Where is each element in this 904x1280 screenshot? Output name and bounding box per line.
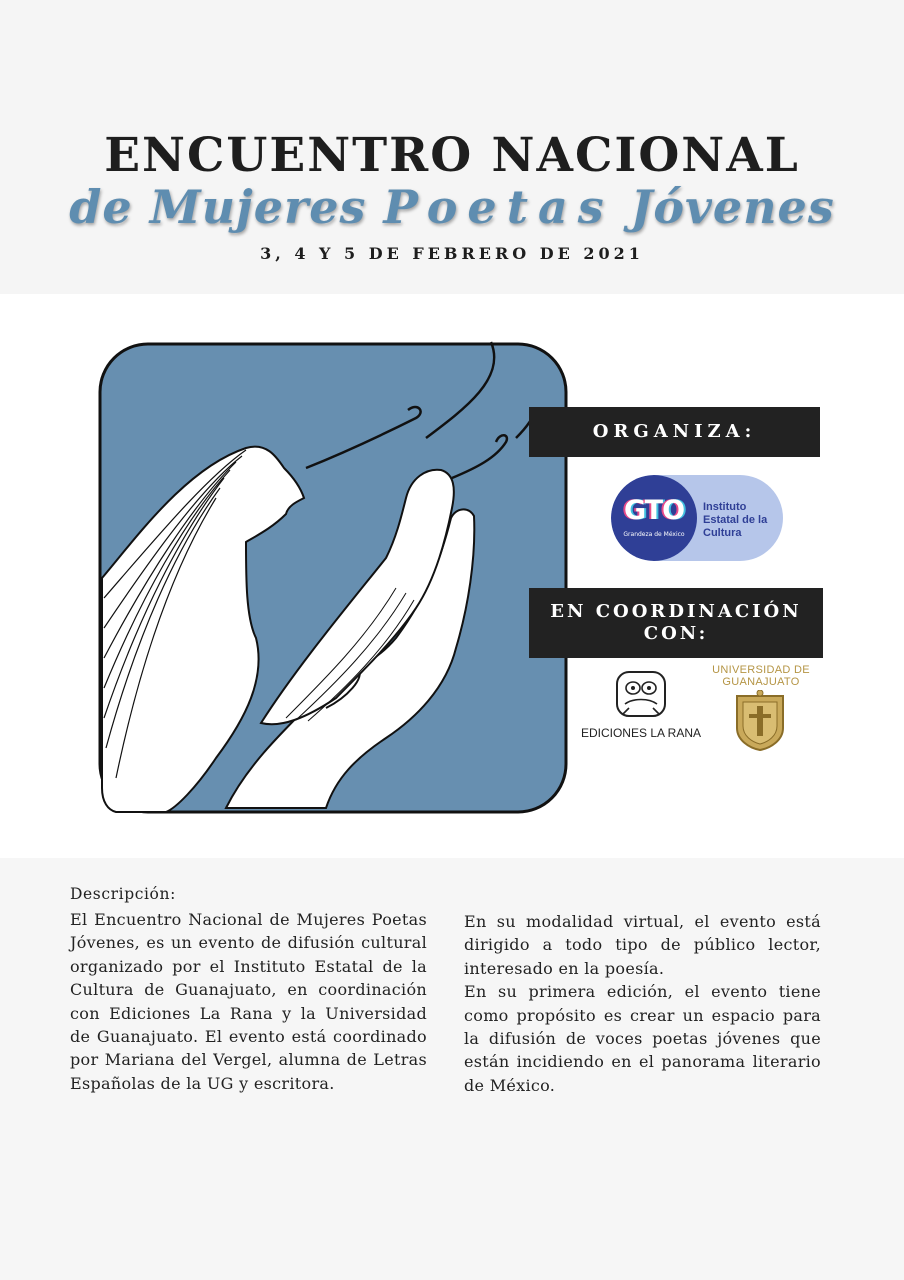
illustration	[96, 338, 572, 818]
coordinacion-label-line-2: CON:	[643, 623, 709, 644]
header-section	[0, 0, 904, 294]
ug-label	[704, 664, 818, 688]
gto-badge	[611, 475, 697, 561]
description-right-paragraph-1: En su modalidad virtual, el evento está dirigido a todo tipo de público lector, interesado en la poesía.	[464, 912, 821, 978]
ediciones-la-rana-label: EDICIONES LA RANA	[580, 726, 702, 740]
gto-badge-subtext: Grandeza de México	[623, 531, 685, 538]
subtitle-part-1: de Mujeres	[69, 180, 384, 234]
coordinacion-banner	[529, 588, 823, 658]
event-subtitle	[0, 180, 904, 234]
coordinacion-label-line-1: EN COORDINACIÓN	[550, 601, 802, 622]
ug-label-line-1: UNIVERSIDAD DE	[712, 664, 810, 676]
description-left-paragraph: El Encuentro Nacional de Mujeres Poetas Jóvenes, es un evento de difusión cultural organizado por el Instituto Estatal de la Cultura de Guanajuato, en coordinación con Ediciones La Rana y la Universidad de Guanajuato. El evento está coordinado por Mariana del Vergel, alumna de Letras Españolas de la UG y escritora.	[70, 910, 427, 1093]
ug-label-line-2: GUANAJUATO	[722, 676, 800, 688]
description-right-column	[464, 910, 821, 1097]
description-left-column	[70, 908, 427, 1095]
organiza-banner: ORGANIZA:	[529, 407, 820, 457]
event-dates: 3, 4 Y 5 DE FEBRERO DE 2021	[260, 244, 644, 263]
subtitle-part-3: Jóvenes	[613, 180, 835, 234]
iec-logo	[611, 475, 783, 561]
subtitle-part-2: Poetas	[383, 180, 614, 234]
iec-text-line-1: Instituto	[703, 501, 747, 513]
iec-text-line-2: Estatal de la	[703, 514, 768, 526]
gto-badge-text: GTO	[623, 495, 685, 526]
shield-icon	[733, 690, 787, 752]
event-title: ENCUENTRO NACIONAL	[104, 128, 800, 183]
iec-logo-text	[703, 501, 783, 540]
iec-text-line-3: Cultura	[703, 527, 742, 539]
description-right-paragraph-2: En su primera edición, el evento tiene como propósito es crear un espacio para la difusión de voces poetas jóvenes que están incidiendo en el panorama literario de México.	[464, 982, 821, 1095]
frog-icon	[613, 670, 669, 720]
description-heading: Descripción:	[70, 885, 176, 903]
